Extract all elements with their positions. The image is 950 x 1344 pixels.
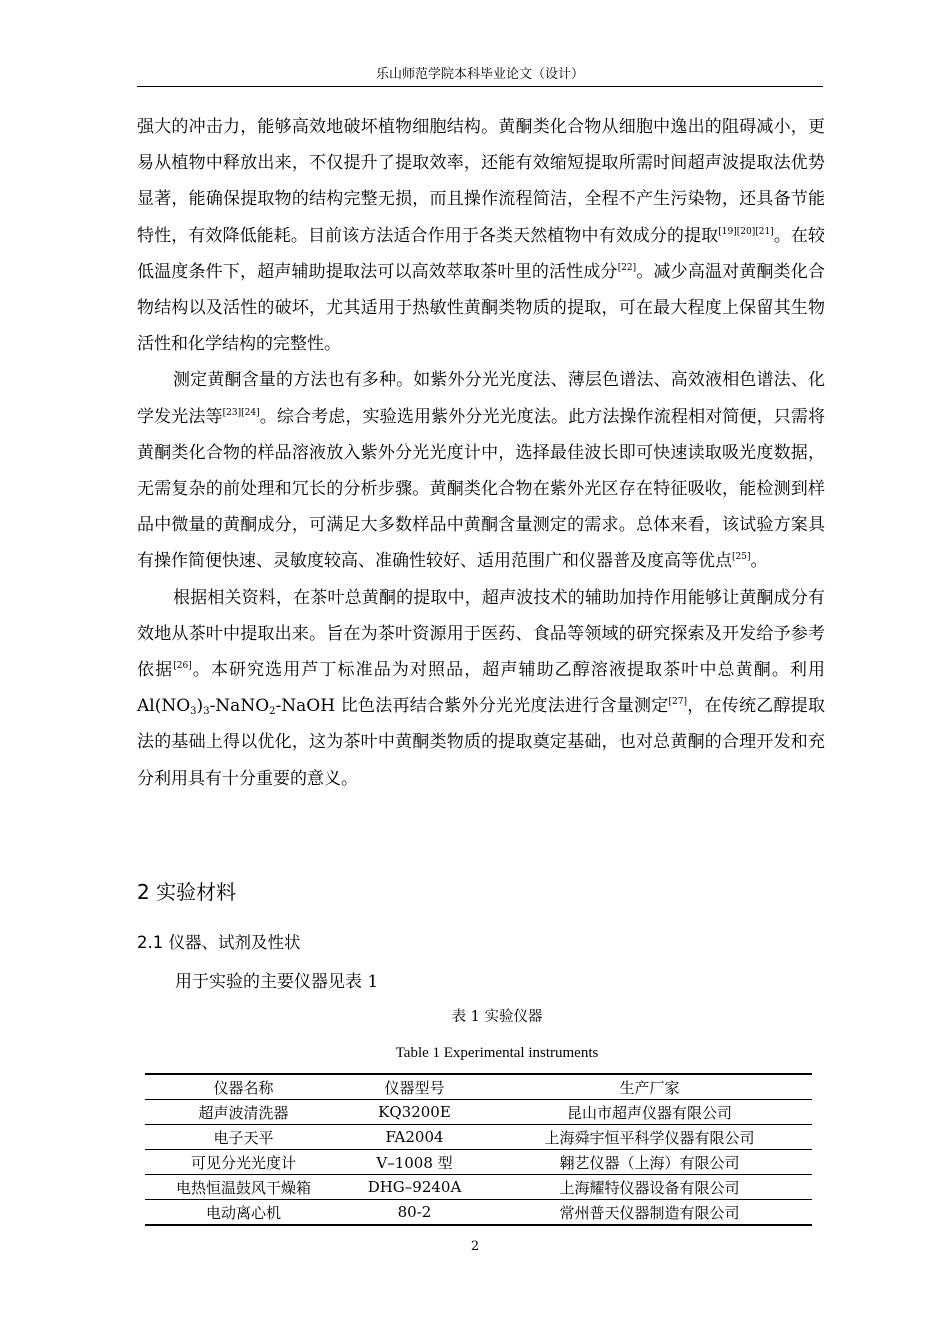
header-cell-model: 仪器型号 — [342, 1074, 487, 1100]
subscript: 2 — [269, 706, 276, 718]
paragraph-3-text-b: 。本研究选用芦丁标准品为对照品，超声辅助乙醇溶液提取茶叶中总黄酮。利用 Al(NO — [137, 660, 826, 717]
table-row — [145, 1175, 812, 1200]
table-cell: 电子天平 — [145, 1125, 342, 1150]
citation: [26] — [173, 661, 192, 672]
paragraph-2-text-b: 。综合考虑，实验选用紫外分光光度法。此方法操作流程相对简便，只需将黄酮类化合物的样品溶液放入紫外分光光度计中，选择最佳波长即可快速读取吸光度数据，无需复杂的前处理和冗长的分析步骤。黄酮类化合物在紫外光区存在特征吸收，能检测到样品中微量的黄酮成分，可满足大多数样品中黄酮含量测定的需求。总体来看，该试验方案具有操作简便快速、灵敏度较高、准确性较好、适用范围广和仪器普及度高等优点 — [137, 406, 826, 572]
header-cell-maker: 生产厂家 — [487, 1074, 812, 1100]
table-header-row — [145, 1074, 812, 1100]
citation: [25] — [732, 552, 751, 563]
table-cell: 昆山市超声仪器有限公司 — [487, 1100, 812, 1125]
formula-part: -NaNO — [209, 696, 270, 717]
table-intro-text: 用于实验的主要仪器见表 1 — [175, 972, 379, 992]
table-caption-en: Table 1 Experimental instruments — [395, 1045, 599, 1061]
citation: [27] — [668, 697, 687, 708]
formula-part: -NaOH 比色法再结合紫外分光光度法进行含量测定 — [275, 696, 669, 717]
table-cell: V–1008 型 — [342, 1150, 487, 1175]
header-cell-name: 仪器名称 — [145, 1074, 342, 1100]
subsection-heading: 2.1 仪器、试剂及性状 — [137, 933, 301, 952]
citation: [19][20][21] — [718, 226, 774, 237]
paragraph-2 — [137, 362, 825, 579]
header-rule — [137, 86, 823, 87]
citation: [22] — [617, 262, 637, 273]
table-cell: 超声波清洗器 — [145, 1100, 342, 1125]
table-cell: 翱艺仪器（上海）有限公司 — [487, 1150, 812, 1175]
table-row — [145, 1200, 812, 1226]
table-cell: 电热恒温鼓风干燥箱 — [145, 1175, 342, 1200]
paragraph-2-text-a: 测定黄酮含量的方法也有多种。如紫外分光光度法、薄层色谱法、高效液相色谱法、化学发光法等 — [137, 370, 825, 427]
page-number: 2 — [470, 1239, 480, 1254]
paragraph-1-text-a: 强大的冲击力，能够高效地破坏植物细胞结构。黄酮类化合物从细胞中逸出的阻碍减小，更易从植物中释放出来，不仅提升了提取效率，还能有效缩短提取所需时间超声波提取法优势显著，能确保提取物的结构完整无损，而且操作流程简洁，全程不产生污染物，还具备节能特性，有效降低能耗。目前该方法适合作用于各类天然植物中有效成分的提取 — [137, 117, 825, 246]
paragraph-1-text-c: 。减少高温对黄酮类化合物结构以及活性的破坏，尤其适用于热敏性黄酮类物质的提取，可在最大程度上保留其生物活性和化学结构的完整性。 — [137, 261, 826, 355]
table-cell: 可见分光光度计 — [145, 1150, 342, 1175]
table-cell: 电动离心机 — [145, 1200, 342, 1226]
instruments-table — [145, 1073, 812, 1226]
table-row — [145, 1125, 812, 1150]
table-cell: 80-2 — [342, 1200, 487, 1226]
subscript: 3 — [190, 706, 197, 718]
citation: [23][24] — [222, 407, 260, 418]
table-cell: DHG–9240A — [342, 1175, 487, 1200]
paragraph-2-text-c: 。 — [750, 551, 768, 572]
subscript: 3 — [203, 706, 210, 718]
paragraph-1 — [137, 109, 825, 362]
running-header: 乐山师范学院本科毕业论文（设计） — [375, 67, 584, 82]
formula-part: ) — [196, 696, 204, 717]
table-cell: 常州普天仪器制造有限公司 — [487, 1200, 812, 1226]
paragraph-3-text-a: 根据相关资料，在茶叶总黄酮的提取中，超声波技术的辅助加持作用能够让黄酮成分有效地从茶叶中提取出来。旨在为茶叶资源用于医药、食品等领域的研究探索及开发给予参考依据 — [137, 587, 825, 681]
table-cell: 上海舜宇恒平科学仪器有限公司 — [487, 1125, 812, 1150]
table-cell: 上海耀特仪器设备有限公司 — [487, 1175, 812, 1200]
paragraph-1-text-b: 。在较低温度条件下，超声辅助提取法可以高效萃取茶叶里的活性成分 — [137, 225, 826, 282]
paragraph-3 — [137, 580, 825, 797]
table-row — [145, 1100, 812, 1125]
table-caption-zh: 表 1 实验仪器 — [451, 1009, 543, 1025]
section-heading: 2 实验材料 — [137, 880, 237, 904]
table-cell: FA2004 — [342, 1125, 487, 1150]
paragraph-3-text-c: ，在传统乙醇提取法的基础上得以优化，这为茶叶中黄酮类物质的提取奠定基础，也对总黄酮的合理开发和充分利用具有十分重要的意义。 — [137, 696, 826, 789]
table-cell: KQ3200E — [342, 1100, 487, 1125]
table-row — [145, 1150, 812, 1175]
body-text — [137, 109, 825, 797]
